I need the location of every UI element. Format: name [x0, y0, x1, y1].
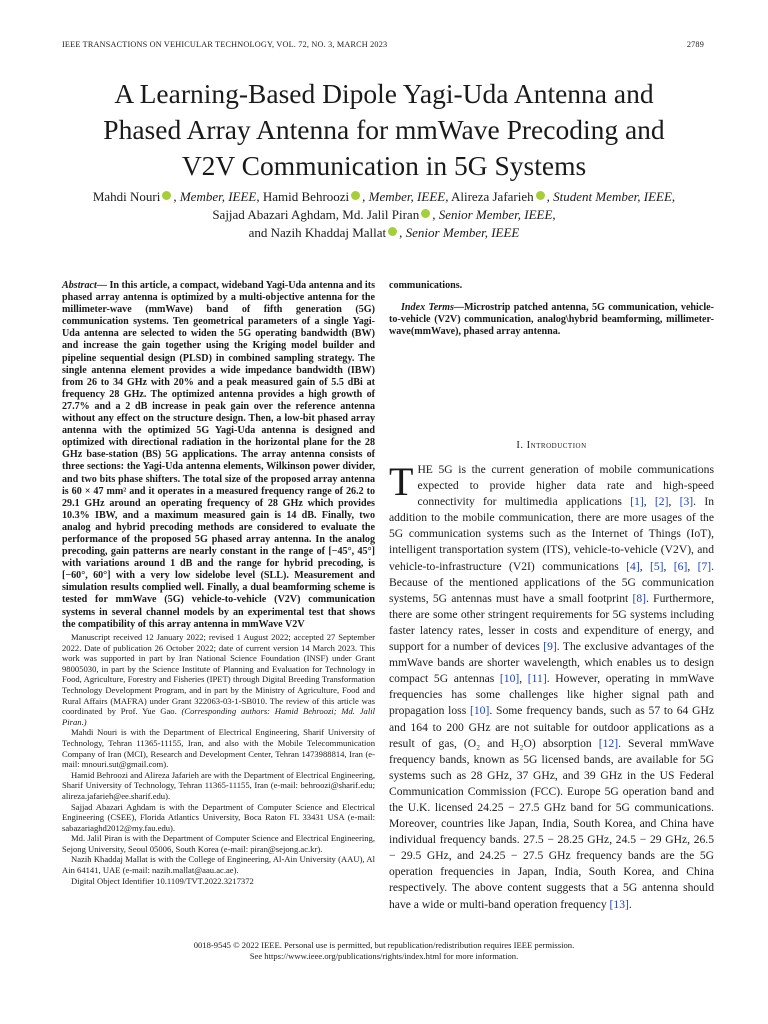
body-text: . Some frequency bands, such as 57 to 64 GHz and 164 to 200 GHz are not suitable for outdoor applications as a result of gas, (O₂ and H₂O) absorption — [389, 704, 714, 750]
separator: , — [668, 495, 680, 509]
copyright-footer — [40, 940, 728, 962]
author-name[interactable]: Hamid Behroozi — [259, 189, 350, 204]
body-text: HE 5G is the current generation of mobile communications expected to provide higher data rate and high-speed connectivity for multimedia applications — [417, 463, 714, 509]
author-role: , Student Member, IEEE, — [546, 189, 676, 204]
title-line: A Learning-Based Dipole Yagi-Uda Antenna and — [114, 78, 654, 109]
abstract — [62, 280, 375, 631]
orcid-icon[interactable] — [162, 191, 171, 200]
body-text: . — [628, 897, 632, 911]
orcid-icon[interactable] — [421, 209, 430, 218]
author-line — [40, 206, 728, 224]
citation-link[interactable]: [12] — [598, 736, 619, 750]
orcid-icon[interactable] — [536, 191, 545, 200]
separator: , — [519, 672, 528, 686]
paper-title — [40, 76, 728, 184]
author-role: , Senior Member, IEEE, — [432, 207, 556, 222]
abstract-column — [62, 280, 375, 631]
body-text: . In addition to the mobile communication, there are more usages of the 5G communication systems such as the Internet of Things (IoT), intelligent transportation system (ITS), vehicle-to-vehicle (V2V), and vehicle-to-infrastructure (V2I) communications — [389, 495, 715, 573]
running-header — [62, 40, 704, 49]
corresponding-authors: (Corresponding authors: Hamid Behroozi; Md. Jalil Piran.) — [62, 706, 375, 727]
doi[interactable]: Digital Object Identifier 10.1109/TVT.2022.3217372 — [71, 875, 254, 886]
citation-link[interactable]: [8] — [632, 591, 647, 605]
journal-name: IEEE TRANSACTIONS ON VEHICULAR TECHNOLOGY, VOL. 72, NO. 3, MARCH 2023 — [62, 40, 388, 49]
citation-link[interactable]: [11] — [527, 672, 547, 686]
footnote-paragraph: Nazih Khaddaj Mallat is with the College of Engineering, Al-Ain University (AAU), Al Ain 64141, UAE (e-mail: nazih.mallat@aau.ac.ae). — [62, 854, 375, 876]
separator: , — [639, 559, 650, 573]
index-terms-label: Index Terms — [401, 302, 454, 314]
copyright-line: 0018-9545 © 2022 IEEE. Personal use is permitted, but republication/redistribution requires IEEE permission. — [193, 940, 575, 950]
author-name[interactable]: and Nazih Khaddaj Mallat — [248, 225, 387, 240]
citation-link[interactable]: [1] — [630, 495, 644, 509]
body-text: . Several mmWave frequency bands, known as 5G licensed bands, are available for 5G systems such as 28 GHz, 37 GHz, and 39 GHz in the US Federal Communication Commission (FCC). Europe 5G operation band and the U.K. licensed 24.25 − 27.5 GHz band for 5G communications. Moreover, countries like Japan, India, South Korea, and China have individual frequency bands. 27.5 − 28.25 GHz, 24.5 − 29 GHz, 26.5 − 29.5 GHz, and 24.25 − 27.5 GHz frequency bands are the 5G operation frequencies in Japan, India, South Korea, and China respectively. The above content suggests that a 5G antenna should have a wide or multi-band operation frequency — [389, 736, 714, 911]
index-terms — [389, 302, 714, 338]
abstract-text: — In this article, a compact, wideband Yagi-Uda antenna and its phased array antenna is optimized by a multi-objective antenna for the millimeter-wave (mmWave) band of fifth generation (5G) communication systems. Ten geometrical parameters of a single Yagi-Uda antenna are selected to widen the 5G operating bandwidth (BW) and increase the gain together using the Kriging model builder and pipeline sequential design (PLSD) in combined sampling strategy. The single antenna element provides a wide impedance bandwidth (IBW) from 26 to 34 GHz with 20% and a peak measured gain of 5.5 dBi at frequency 28 GHz. The optimized antenna provides a high growth of 27.7% and a 2 dB increase in peak gain over the reference antenna without any effect on the structure design. Then, a low-bit phased array antenna with the optimized 5G Yagi-Uda antenna is designed and optimized with directional radiation in the horizontal plane for the 28 GHz base-station (BS) 5G applications. The array antenna consists of three sections: the Yagi-Uda antenna elements, Wilkinson power divider, and two bits phase shifters. The total size of the proposed array antenna is 60 × 47 mm² and it operates in a measured frequency range of 26.2 to 29.1 GHz around an operating frequency of 28 GHz which provides 10.3% IBW, and a maximum measured gain is 14 dB. Finally, two analog and hybrid precoding methods are considered to evaluate the performance of the proposed 5G phased array antenna. In the analog precoding, gain patterns are nearly constant in the range of [−45°, 45°] with variations around 1 dB and the range for hybrid precoding, is [−60°, 60°] with a very low sidelobe level (SLL). Measurement and simulation results complied well. Finally, a dual beamforming scheme is tested for mmWave (5G) vehicle-to-vehicle (V2V) communication systems in several channel models by an experimental test that shows the compatibility of this array antenna in mmWave V2V — [62, 280, 375, 630]
orcid-icon[interactable] — [388, 227, 397, 236]
footnote-paragraph: Sajjad Abazari Aghdam is with the Department of Computer Science and Electrical Engineering (CSEE), Florida Atlantics University, Boca Raton FL 33431 USA (e-mail: sabazariaghd2012@my.fau.edu). — [62, 801, 375, 833]
body-text: . Because of the mentioned applications of the 5G communication systems, 5G antennas must have a small footprint — [389, 559, 715, 605]
citation-link[interactable]: [6] — [673, 559, 688, 573]
abstract-continuation: communications. — [389, 280, 463, 291]
footnote-paragraph: Hamid Behroozi and Alireza Jafarieh are with the Department of Electrical Engineering, Sharif University of Technology, Tehran 11365-11155, Iran (e-mail: behroozi@sharif.edu; alireza.jafarieh@ee.sharif.edu). — [62, 769, 375, 801]
citation-link[interactable]: [9] — [543, 640, 557, 654]
drop-cap: T — [389, 459, 414, 504]
author-name[interactable]: Sajjad Abazari Aghdam, Md. Jalil Piran — [212, 207, 420, 222]
section-title: Introduction — [526, 440, 587, 451]
citation-link[interactable]: [7] — [697, 559, 712, 573]
index-terms-text: —Microstrip patched antenna, 5G communication, vehicle-to-vehicle (V2V) communication, analog\hybrid beamforming, millimeter-wave(mmWave), phased array antenna. — [389, 302, 714, 338]
separator: , — [687, 559, 698, 573]
body-text: . Furthermore, there are some other stringent requirements for 5G systems including faster latency rates, lesser in costs and expenditure of energy, and support for a number of devices — [389, 591, 714, 654]
author-role: , Member, IEEE, — [173, 189, 260, 204]
author-line — [40, 188, 728, 206]
rights-link[interactable]: See https://www.ieee.org/publications/rights/index.html for more information. — [249, 951, 519, 961]
body-text: . However, operating in mmWave frequencies has some challenges like higher signal path and propagation loss — [389, 672, 715, 718]
citation-link[interactable]: [4] — [626, 559, 640, 573]
citation-link[interactable]: [2] — [654, 495, 669, 509]
citation-link[interactable]: [10] — [499, 672, 520, 686]
index-terms-column — [389, 280, 714, 338]
footnote-paragraph: Md. Jalil Piran is with the Department of Computer Science and Electrical Engineering, Sejong University, Seoul 05006, South Korea (e-mail: piran@sejong.ac.kr). — [62, 833, 375, 854]
introduction-text — [389, 459, 715, 913]
citation-link[interactable]: [10] — [470, 704, 490, 718]
title-line: Phased Array Antenna for mmWave Precoding and — [103, 114, 665, 145]
abstract-label: Abstract — [62, 280, 97, 291]
footnote-paragraph — [62, 632, 375, 727]
author-list — [40, 188, 728, 242]
page-number: 2789 — [686, 40, 704, 49]
citation-link[interactable]: [13] — [609, 897, 629, 911]
separator: , — [643, 495, 655, 509]
author-role: , Member, IEEE, — [362, 189, 449, 204]
footnote — [62, 632, 375, 886]
section-heading — [389, 440, 714, 451]
citation-link[interactable]: [5] — [649, 559, 664, 573]
body-text: . The exclusive advantages of the mmWave bands are shorter wavelength, which enables us to design compact 5G antennas — [389, 640, 714, 686]
author-name[interactable]: Mahdi Nouri — [92, 189, 161, 204]
section-number: I. — [516, 440, 527, 451]
author-name[interactable]: Alireza Jafarieh — [448, 189, 534, 204]
footnote-text: Manuscript received 12 January 2022; revised 1 August 2022; accepted 27 September 2022. Date of publication 26 October 2022; date of current version 14 March 2023. This work was supported in part by Iran National Science Foundation (INSF) under Grant 98005030, in part by the Science Institute of Planning and Evaluation for Technology in Food, Agriculture, Forestry and Fisheries (IPET) through Digital Breeding Transformation Technology Development Program, and in part by the Ministry of Agriculture, Food and Rural Affairs (MAFRA) under Grant 322063-03-1-SB010. The review of this article was coordinated by Prof. Yue Gao. — [62, 632, 375, 717]
author-role: , Senior Member, IEEE — [399, 225, 520, 240]
separator: , — [663, 559, 674, 573]
author-line — [40, 224, 728, 242]
title-line: V2V Communication in 5G Systems — [181, 150, 587, 181]
orcid-icon[interactable] — [351, 191, 360, 200]
footnote-paragraph: Mahdi Nouri is with the Department of Electrical Engineering, Sharif University of Technology, Tehran 11365-11155, Iran, and also with the Mobile Telecommunication Company of Iran (MCI), Research and Development Center, Tehran 1473988814, Iran (e-mail: mnouri.sut@gmail.com). — [62, 727, 375, 770]
citation-link[interactable]: [3] — [679, 495, 694, 509]
